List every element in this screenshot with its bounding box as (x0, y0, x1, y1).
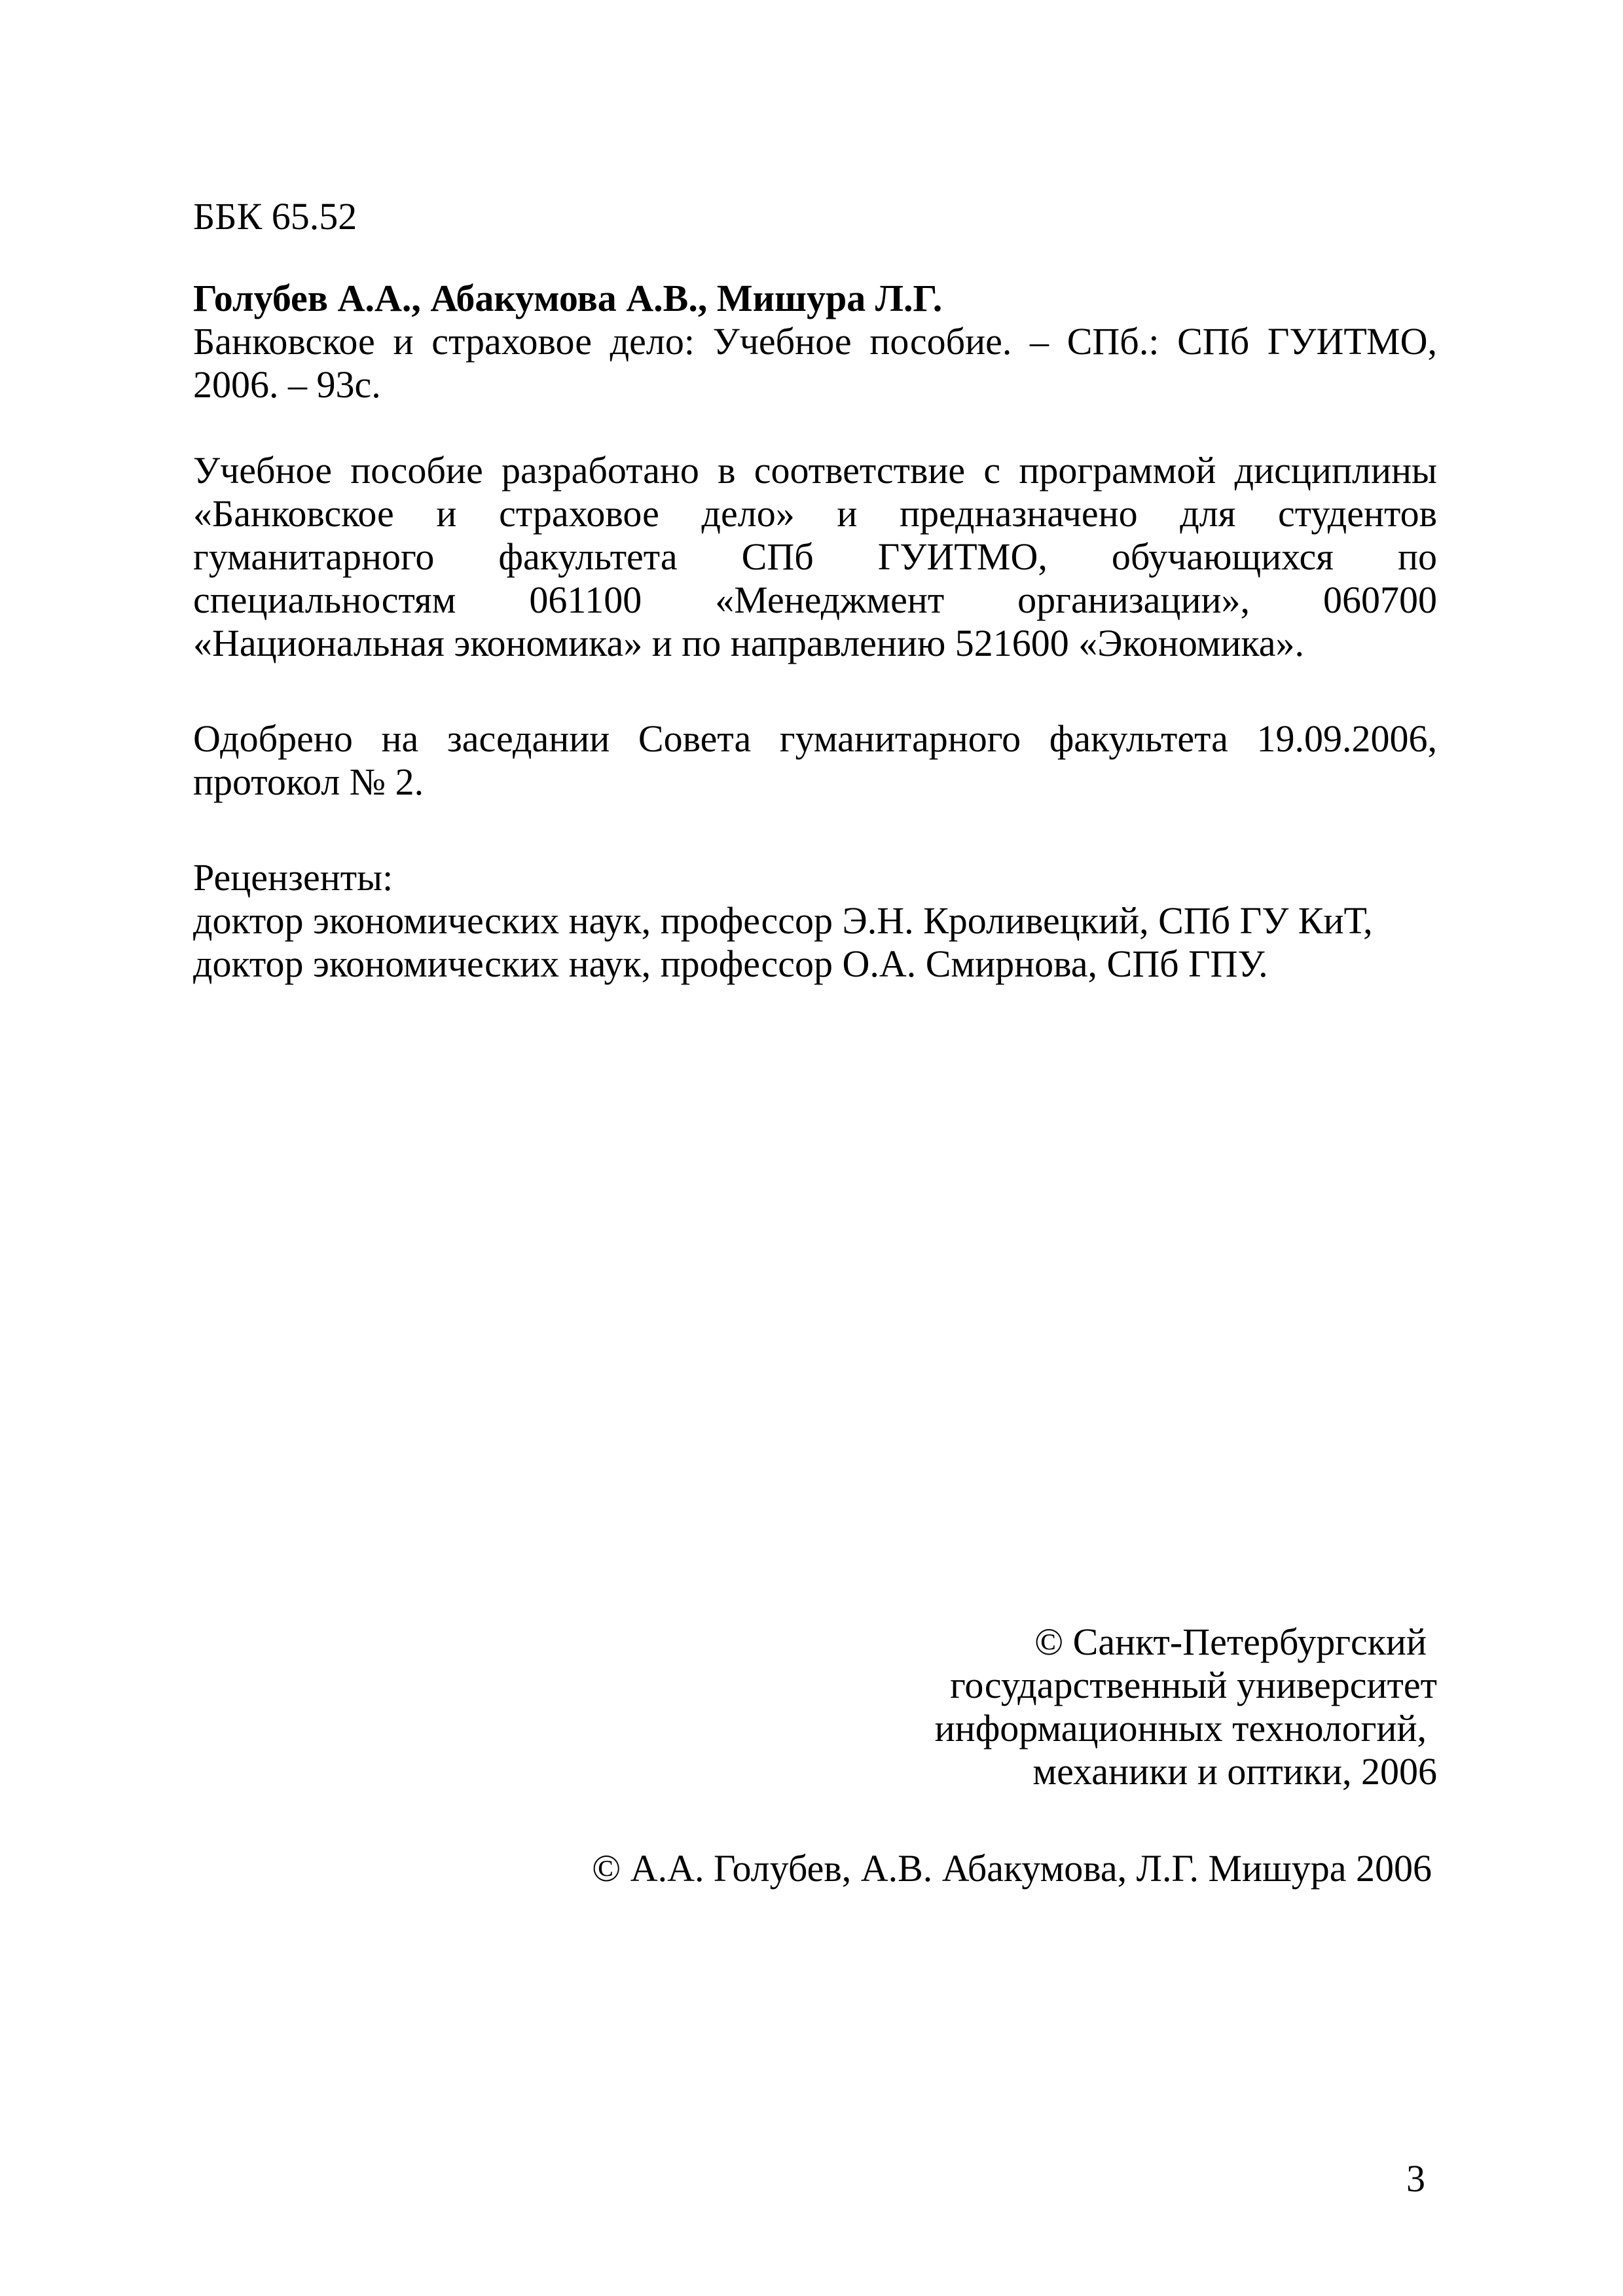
approval-line: Одобрено на заседании Совета гуманитарного факультета 19.09.2006, (193, 717, 1437, 760)
page-number: 3 (1406, 2157, 1425, 2200)
bbk-code: ББК 65.52 (193, 195, 357, 238)
reviewer-item: доктор экономических наук, профессор Э.Н. Кроливецкий, СПб ГУ КиТ, (193, 899, 1373, 942)
authors: Голубев А.А., Абакумова А.В., Мишура Л.Г. (193, 277, 943, 319)
annotation-line: «Банковское и страховое дело» и предназначено для студентов (193, 492, 1437, 535)
copyright-authors: © А.А. Голубев, А.В. Абакумова, Л.Г. Мишура 2006 (592, 1847, 1432, 1890)
citation-line: Банковское и страховое дело: Учебное пособие. – СПб.: СПб ГУИТМО, (193, 320, 1437, 363)
copyright-university-line: информационных технологий, (934, 1707, 1427, 1749)
approval-line: протокол № 2. (193, 761, 424, 803)
copyright-university-line: механики и оптики, 2006 (1032, 1750, 1437, 1793)
annotation-line: гуманитарного факультета СПб ГУИТМО, обучающихся по (193, 535, 1437, 578)
reviewer-item: доктор экономических наук, профессор О.А. Смирнова, СПб ГПУ. (193, 942, 1268, 985)
annotation-line: Учебное пособие разработано в соответствие с программой дисциплины (193, 449, 1437, 492)
citation-line: 2006. – 93с. (193, 363, 381, 406)
reviewers-heading: Рецензенты: (193, 856, 393, 899)
annotation-line: «Национальная экономика» и по направлению 521600 «Экономика». (193, 622, 1305, 664)
copyright-university-line: © Санкт-Петербургский (1034, 1621, 1427, 1663)
annotation-line: специальностям 061100 «Менеджмент организации», 060700 (193, 579, 1437, 621)
copyright-university-line: государственный университет (950, 1664, 1437, 1706)
